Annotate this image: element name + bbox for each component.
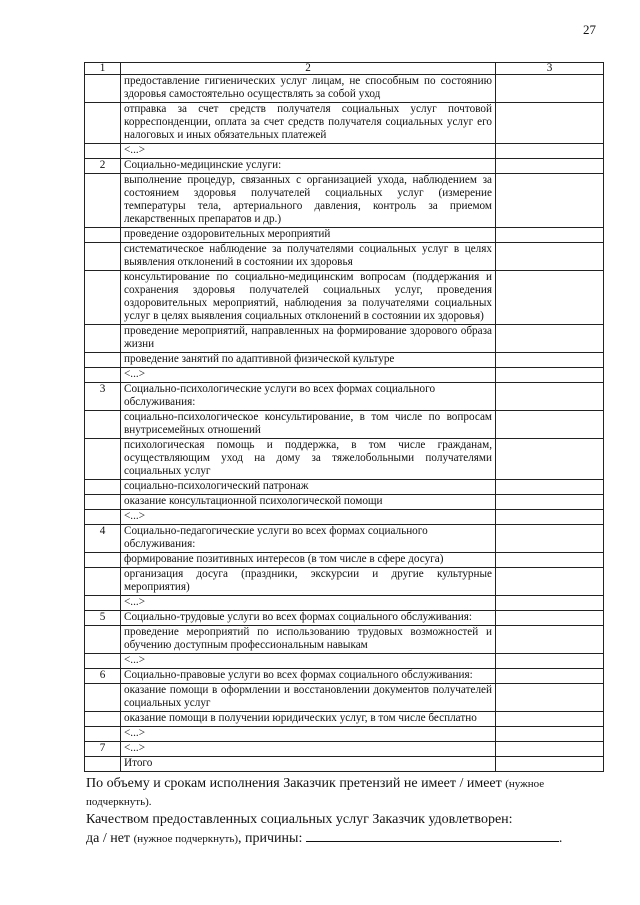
value-cell (496, 159, 604, 174)
value-cell (496, 144, 604, 159)
row-number-cell (85, 228, 121, 243)
value-cell (496, 684, 604, 712)
row-number-cell (85, 654, 121, 669)
value-cell (496, 174, 604, 228)
service-name-cell: Социально-трудовые услуги во всех формах социального обслуживания: (121, 611, 496, 626)
table-row (85, 353, 604, 368)
answer-line (86, 829, 606, 848)
service-name-cell: проведение занятий по адаптивной физической культуре (121, 353, 496, 368)
service-name-cell: отправка за счет средств получателя социальных услуг почтовой корреспонденции, оплата за счет средств получателя социальных услуг его налоговых и иных обязательных платежей (121, 103, 496, 144)
service-name-cell: оказание консультационной психологической помощи (121, 495, 496, 510)
table-row (85, 75, 604, 103)
row-number-cell: 4 (85, 525, 121, 553)
table-row (85, 159, 604, 174)
row-number-cell (85, 727, 121, 742)
row-number-cell (85, 243, 121, 271)
table-row (85, 596, 604, 611)
value-cell (496, 654, 604, 669)
value-cell (496, 611, 604, 626)
row-number-cell (85, 325, 121, 353)
table-row (85, 411, 604, 439)
service-name-cell: Социально-правовые услуги во всех формах социального обслуживания: (121, 669, 496, 684)
header-cell-1: 1 (85, 63, 121, 75)
value-cell (496, 757, 604, 772)
row-number-cell (85, 495, 121, 510)
service-name-cell: формирование позитивных интересов (в том числе в сфере досуга) (121, 553, 496, 568)
row-number-cell (85, 757, 121, 772)
service-name-cell: проведение мероприятий по использованию трудовых возможностей и обучению доступным профессиональным навыкам (121, 626, 496, 654)
value-cell (496, 439, 604, 480)
service-name-cell: проведение оздоровительных мероприятий (121, 228, 496, 243)
value-cell (496, 525, 604, 553)
table-row (85, 611, 604, 626)
row-number-cell (85, 439, 121, 480)
value-cell (496, 596, 604, 611)
value-cell (496, 712, 604, 727)
service-name-cell: <...> (121, 368, 496, 383)
value-cell (496, 353, 604, 368)
service-name-cell: Итого (121, 757, 496, 772)
service-name-cell: предоставление гигиенических услуг лицам, не способным по состоянию здоровья самостоятельно осуществлять за собой уход (121, 75, 496, 103)
value-cell (496, 626, 604, 654)
table-row (85, 568, 604, 596)
row-number-cell (85, 411, 121, 439)
value-cell (496, 271, 604, 325)
table-row (85, 712, 604, 727)
reasons-blank-line[interactable] (306, 829, 559, 842)
service-name-cell: <...> (121, 727, 496, 742)
table-row (85, 510, 604, 525)
claims-statement: По объему и срокам исполнения Заказчик претензий не имеет / имеет (86, 776, 502, 791)
claims-note-line (86, 793, 606, 811)
table-row (85, 439, 604, 480)
value-cell (496, 383, 604, 411)
service-name-cell: социально-психологическое консультирование, в том числе по вопросам внутрисемейных отношений (121, 411, 496, 439)
row-number-cell (85, 596, 121, 611)
row-number-cell (85, 712, 121, 727)
value-cell (496, 510, 604, 525)
value-cell (496, 669, 604, 684)
claims-note-end: подчеркнуть). (86, 796, 152, 808)
row-number-cell (85, 271, 121, 325)
service-name-cell: <...> (121, 144, 496, 159)
service-name-cell: оказание помощи в оформлении и восстановлении документов получателей социальных услуг (121, 684, 496, 712)
row-number-cell: 3 (85, 383, 121, 411)
service-name-cell: Социально-психологические услуги во всех формах социального обслуживания: (121, 383, 496, 411)
service-name-cell: проведение мероприятий, направленных на формирование здорового образа жизни (121, 325, 496, 353)
table-row (85, 174, 604, 228)
value-cell (496, 568, 604, 596)
row-number-cell (85, 368, 121, 383)
service-name-cell: <...> (121, 596, 496, 611)
end-dot: . (558, 831, 563, 846)
row-number-cell: 5 (85, 611, 121, 626)
table-row (85, 480, 604, 495)
row-number-cell (85, 553, 121, 568)
service-name-cell: консультирование по социально-медицинским вопросам (поддержания и сохранения здоровья получателей социальных услуг, проведения оздоровительных мероприятий, наблюдения за получателями социальных услуг в целях выявления социальных отклонений в состоянии их здоровья) (121, 271, 496, 325)
value-cell (496, 325, 604, 353)
value-cell (496, 727, 604, 742)
service-name-cell: психологическая помощь и поддержка, в том числе гражданам, осуществляющим уход на дому за тяжелобольными получателями социальных услуг (121, 439, 496, 480)
value-cell (496, 411, 604, 439)
value-cell (496, 243, 604, 271)
header-cell-3: 3 (496, 63, 604, 75)
row-number-cell (85, 353, 121, 368)
reasons-label: , причины: (238, 831, 303, 846)
service-name-cell: Социально-медицинские услуги: (121, 159, 496, 174)
table-header-row (85, 63, 604, 75)
value-cell (496, 742, 604, 757)
table-row (85, 757, 604, 772)
services-table (84, 62, 604, 772)
table-row (85, 383, 604, 411)
value-cell (496, 368, 604, 383)
row-number-cell (85, 144, 121, 159)
row-number-cell (85, 626, 121, 654)
table-row (85, 654, 604, 669)
page-number: 27 (583, 22, 596, 37)
row-number-cell (85, 103, 121, 144)
table-row (85, 553, 604, 568)
table-row (85, 228, 604, 243)
table-row (85, 144, 604, 159)
service-name-cell: <...> (121, 654, 496, 669)
service-name-cell: <...> (121, 742, 496, 757)
value-cell (496, 553, 604, 568)
footer-text (86, 775, 606, 848)
row-number-cell (85, 510, 121, 525)
table-row (85, 742, 604, 757)
row-number-cell: 7 (85, 742, 121, 757)
quality-statement: Качеством предоставленных социальных услуг Заказчик удовлетворен: (86, 812, 513, 827)
row-number-cell (85, 174, 121, 228)
value-cell (496, 495, 604, 510)
row-number-cell: 2 (85, 159, 121, 174)
value-cell (496, 103, 604, 144)
table-row (85, 368, 604, 383)
row-number-cell (85, 684, 121, 712)
table-row (85, 243, 604, 271)
table-row (85, 626, 604, 654)
row-number-cell (85, 75, 121, 103)
answer-note: (нужное подчеркнуть) (133, 833, 239, 845)
table-row (85, 103, 604, 144)
table-row (85, 271, 604, 325)
value-cell (496, 75, 604, 103)
row-number-cell (85, 480, 121, 495)
table-row (85, 495, 604, 510)
service-name-cell: выполнение процедур, связанных с организацией ухода, наблюдением за состоянием здоровья получателей социальных услуг (измерение температуры тела, артериального давления, контроль за приемом лекарственных препаратов и др.) (121, 174, 496, 228)
table-row (85, 669, 604, 684)
table-row (85, 684, 604, 712)
value-cell (496, 480, 604, 495)
table-row (85, 727, 604, 742)
claims-line (86, 775, 606, 793)
table-row (85, 325, 604, 353)
service-name-cell: Социально-педагогические услуги во всех формах социального обслуживания: (121, 525, 496, 553)
answer-options: да / нет (86, 831, 131, 846)
table-row (85, 525, 604, 553)
service-name-cell: <...> (121, 510, 496, 525)
service-name-cell: социально-психологический патронаж (121, 480, 496, 495)
claims-note: (нужное (505, 778, 545, 790)
service-name-cell: оказание помощи в получении юридических услуг, в том числе бесплатно (121, 712, 496, 727)
row-number-cell: 6 (85, 669, 121, 684)
header-cell-2: 2 (121, 63, 496, 75)
row-number-cell (85, 568, 121, 596)
service-name-cell: организация досуга (праздники, экскурсии и другие культурные мероприятия) (121, 568, 496, 596)
service-name-cell: систематическое наблюдение за получателями социальных услуг в целях выявления отклонений в состоянии их здоровья (121, 243, 496, 271)
value-cell (496, 228, 604, 243)
quality-line (86, 811, 606, 829)
